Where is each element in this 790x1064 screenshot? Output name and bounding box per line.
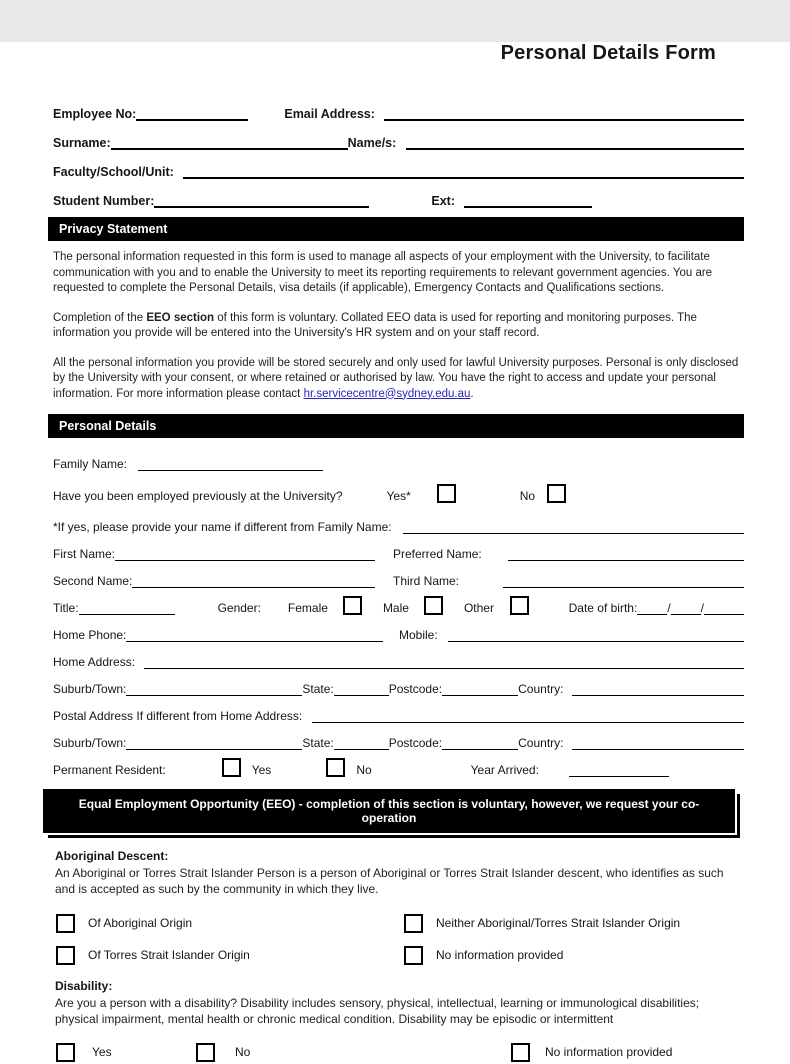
privacy-statement-header: Privacy Statement: [48, 217, 744, 241]
third-name-input-line[interactable]: [503, 574, 744, 588]
first-name-row: [53, 542, 744, 561]
third-name-label: Third Name:: [393, 574, 460, 588]
header-row-4: [48, 188, 744, 208]
phone-row: [53, 623, 744, 642]
year-arrived-input-line[interactable]: [569, 763, 669, 777]
gender-male-checkbox[interactable]: [424, 596, 443, 615]
disability-no-label: No: [235, 1045, 251, 1059]
employee-no-input-line[interactable]: [136, 106, 248, 121]
option-disability-no: [196, 1043, 511, 1062]
privacy-p3-pre: All the personal information you provide will be stored securely and only used for lawful University purposes. Personal is only disclosed by the University with your consent, or where retained or authorised by law. You have the right to access and update your personal information. For more information please contact: [53, 356, 739, 400]
disability-description: Are you a person with a disability? Disability includes sensory, physical, intellectual, learning or immunological disabilities; physical impairment, mental health or chronic medical condition. Disability may be episodic or intermittent: [55, 996, 700, 1026]
second-name-input-line[interactable]: [132, 574, 375, 588]
disability-yes-checkbox[interactable]: [56, 1043, 75, 1062]
home-country-label: Country:: [518, 682, 564, 696]
employed-no-label: No: [519, 489, 536, 503]
family-name-row: [53, 452, 744, 471]
dob-day-input-line[interactable]: [637, 601, 667, 615]
permanent-resident-no-label: No: [356, 763, 372, 777]
first-name-cell: [53, 547, 375, 561]
preferred-name-cell: [393, 547, 744, 561]
aboriginal-options-row-1: [56, 913, 744, 933]
family-name-input-line[interactable]: [138, 457, 323, 471]
dob-label: Date of birth:: [568, 601, 638, 615]
header-row-3: [48, 159, 744, 179]
preferred-name-label: Preferred Name:: [393, 547, 482, 561]
personal-details-header: Personal Details: [48, 414, 744, 438]
privacy-paragraph-2: [53, 311, 744, 342]
privacy-paragraph-3: [53, 356, 744, 403]
postal-address-row: [53, 704, 744, 723]
surname-label: Surname:: [53, 136, 111, 150]
postal-suburb-input-line[interactable]: [126, 736, 302, 750]
home-state-input-line[interactable]: [334, 682, 389, 696]
option-disability-yes: [56, 1043, 196, 1062]
postal-suburb-row: [53, 731, 744, 750]
home-suburb-label: Suburb/Town:: [53, 682, 127, 696]
home-phone-input-line[interactable]: [126, 628, 383, 642]
privacy-p2-pre: Completion of the: [53, 311, 147, 324]
employed-yes-checkbox[interactable]: [437, 484, 456, 503]
title-input-line[interactable]: [79, 601, 175, 615]
dob-month-input-line[interactable]: [671, 601, 701, 615]
mobile-input-line[interactable]: [448, 628, 744, 642]
postal-state-label: State:: [302, 736, 334, 750]
privacy-p2-post: of this form is voluntary. Collated EEO data is used for reporting and monitoring purposes. The information you provide will be entered into the University's HR system and on your staff record.: [53, 311, 697, 339]
page-title: Personal Details Form: [500, 42, 716, 64]
home-address-row: [53, 650, 744, 669]
first-name-label: First Name:: [53, 547, 116, 561]
permanent-resident-label: Permanent Resident:: [53, 763, 166, 777]
home-state-label: State:: [302, 682, 334, 696]
privacy-p3-post: .: [470, 387, 474, 400]
aboriginal-descent-description: An Aboriginal or Torres Strait Islander Person is a person of Aboriginal or Torres Strait Islander descent, who identifies as such and is accepted as such by the community in which they live.: [55, 866, 724, 896]
aboriginal-origin-label: Of Aboriginal Origin: [88, 916, 193, 930]
option-aboriginal-origin: [56, 914, 404, 933]
permanent-resident-no-checkbox[interactable]: [326, 758, 345, 777]
title-gender-dob-row: [53, 596, 744, 615]
postal-state-input-line[interactable]: [334, 736, 389, 750]
student-number-label: Student Number:: [53, 194, 155, 208]
home-postcode-label: Postcode:: [388, 682, 443, 696]
privacy-paragraph-1: The personal information requested in this form is used to manage all aspects of your employment with the University, to facilitate communication with you and to enable the University to meet its reporting requirements to relevant government agencies. You are requested to complete the Personal Details, visa details (if applicable), Emergency Contacts and Qualifications sections.: [53, 251, 713, 294]
postal-suburb-label: Suburb/Town:: [53, 736, 127, 750]
dob-separator-1: /: [667, 601, 671, 615]
torres-strait-checkbox[interactable]: [56, 946, 75, 965]
torres-strait-label: Of Torres Strait Islander Origin: [88, 948, 250, 962]
permanent-resident-yes-label: Yes: [251, 763, 272, 777]
dob-separator-2: /: [700, 601, 704, 615]
option-disability-no-information: [511, 1043, 672, 1062]
home-phone-label: Home Phone:: [53, 628, 127, 642]
option-torres-strait: [56, 946, 404, 965]
home-suburb-input-line[interactable]: [126, 682, 302, 696]
preferred-name-input-line[interactable]: [508, 547, 744, 561]
option-no-information-aboriginal: [404, 946, 563, 965]
home-postcode-input-line[interactable]: [442, 682, 518, 696]
employee-no-label: Employee No:: [53, 107, 137, 121]
disability-options-row: [56, 1042, 744, 1062]
disability-no-checkbox[interactable]: [196, 1043, 215, 1062]
title-label: Title:: [53, 601, 79, 615]
no-information-aboriginal-label: No information provided: [436, 948, 564, 962]
gender-female-checkbox[interactable]: [343, 596, 362, 615]
aboriginal-descent-heading: Aboriginal Descent:: [55, 849, 169, 863]
eeo-section-header: Equal Employment Opportunity (EEO) - completion of this section is voluntary, however, we request your co-operation: [43, 789, 735, 833]
permanent-resident-row: [53, 758, 744, 777]
second-name-cell: [53, 574, 375, 588]
gender-male-label: Male: [382, 601, 409, 615]
option-neither-origin: [404, 914, 680, 933]
year-arrived-label: Year Arrived:: [470, 763, 539, 777]
names-input-line[interactable]: [406, 135, 744, 150]
privacy-p2-eeo-bold: EEO section: [146, 311, 215, 324]
permanent-resident-yes-checkbox[interactable]: [222, 758, 241, 777]
if-yes-row: [53, 515, 744, 534]
disability-heading: Disability:: [55, 979, 113, 993]
no-information-aboriginal-checkbox[interactable]: [404, 946, 423, 965]
second-name-label: Second Name:: [53, 574, 133, 588]
if-yes-input-line[interactable]: [403, 520, 744, 534]
disability-no-information-label: No information provided: [545, 1045, 673, 1059]
mobile-label: Mobile:: [399, 628, 438, 642]
third-name-cell: [393, 574, 744, 588]
first-name-input-line[interactable]: [115, 547, 375, 561]
if-yes-label: *If yes, please provide your name if different from Family Name:: [53, 520, 392, 534]
postal-address-input-line[interactable]: [312, 709, 744, 723]
hr-service-centre-email-link[interactable]: hr.servicecentre@sydney.edu.au: [303, 387, 471, 400]
second-name-row: [53, 569, 744, 588]
gender-other-checkbox[interactable]: [510, 596, 529, 615]
disability-no-information-checkbox[interactable]: [511, 1043, 530, 1062]
mobile-cell: [399, 628, 744, 642]
postal-postcode-label: Postcode:: [388, 736, 443, 750]
faculty-label: Faculty/School/Unit:: [53, 165, 174, 179]
postal-country-input-line[interactable]: [572, 736, 744, 750]
employed-yes-label: Yes*: [386, 489, 411, 503]
gender-female-label: Female: [287, 601, 328, 615]
aboriginal-origin-checkbox[interactable]: [56, 914, 75, 933]
postal-address-label: Postal Address If different from Home Address:: [53, 709, 303, 723]
employed-no-checkbox[interactable]: [547, 484, 566, 503]
family-name-label: Family Name:: [53, 457, 128, 471]
postal-postcode-input-line[interactable]: [442, 736, 518, 750]
home-country-input-line[interactable]: [572, 682, 744, 696]
surname-input-line[interactable]: [111, 135, 348, 150]
gender-label: Gender:: [217, 601, 261, 615]
dob-year-input-line[interactable]: [704, 601, 744, 615]
email-address-label: Email Address:: [284, 107, 375, 121]
personal-details-form-page: [0, 42, 790, 1064]
faculty-input-line[interactable]: [183, 164, 744, 179]
ext-label: Ext:: [431, 194, 456, 208]
home-address-label: Home Address:: [53, 655, 136, 669]
neither-origin-checkbox[interactable]: [404, 914, 423, 933]
email-address-input-line[interactable]: [384, 106, 744, 121]
gender-other-label: Other: [463, 601, 494, 615]
header-row-2: [48, 130, 744, 150]
employed-previously-row: [53, 484, 744, 503]
disability-yes-label: Yes: [92, 1045, 112, 1059]
aboriginal-options-row-2: [56, 945, 744, 965]
ext-input-line[interactable]: [464, 193, 592, 208]
names-label: Name/s:: [347, 136, 397, 150]
home-address-input-line[interactable]: [144, 655, 744, 669]
header-row-1: [48, 101, 744, 121]
home-phone-cell: [53, 628, 383, 642]
student-number-input-line[interactable]: [154, 193, 369, 208]
postal-country-label: Country:: [518, 736, 564, 750]
neither-origin-label: Neither Aboriginal/Torres Strait Islander Origin: [436, 916, 681, 930]
home-suburb-row: [53, 677, 744, 696]
employed-previously-question: Have you been employed previously at the University?: [53, 489, 343, 503]
